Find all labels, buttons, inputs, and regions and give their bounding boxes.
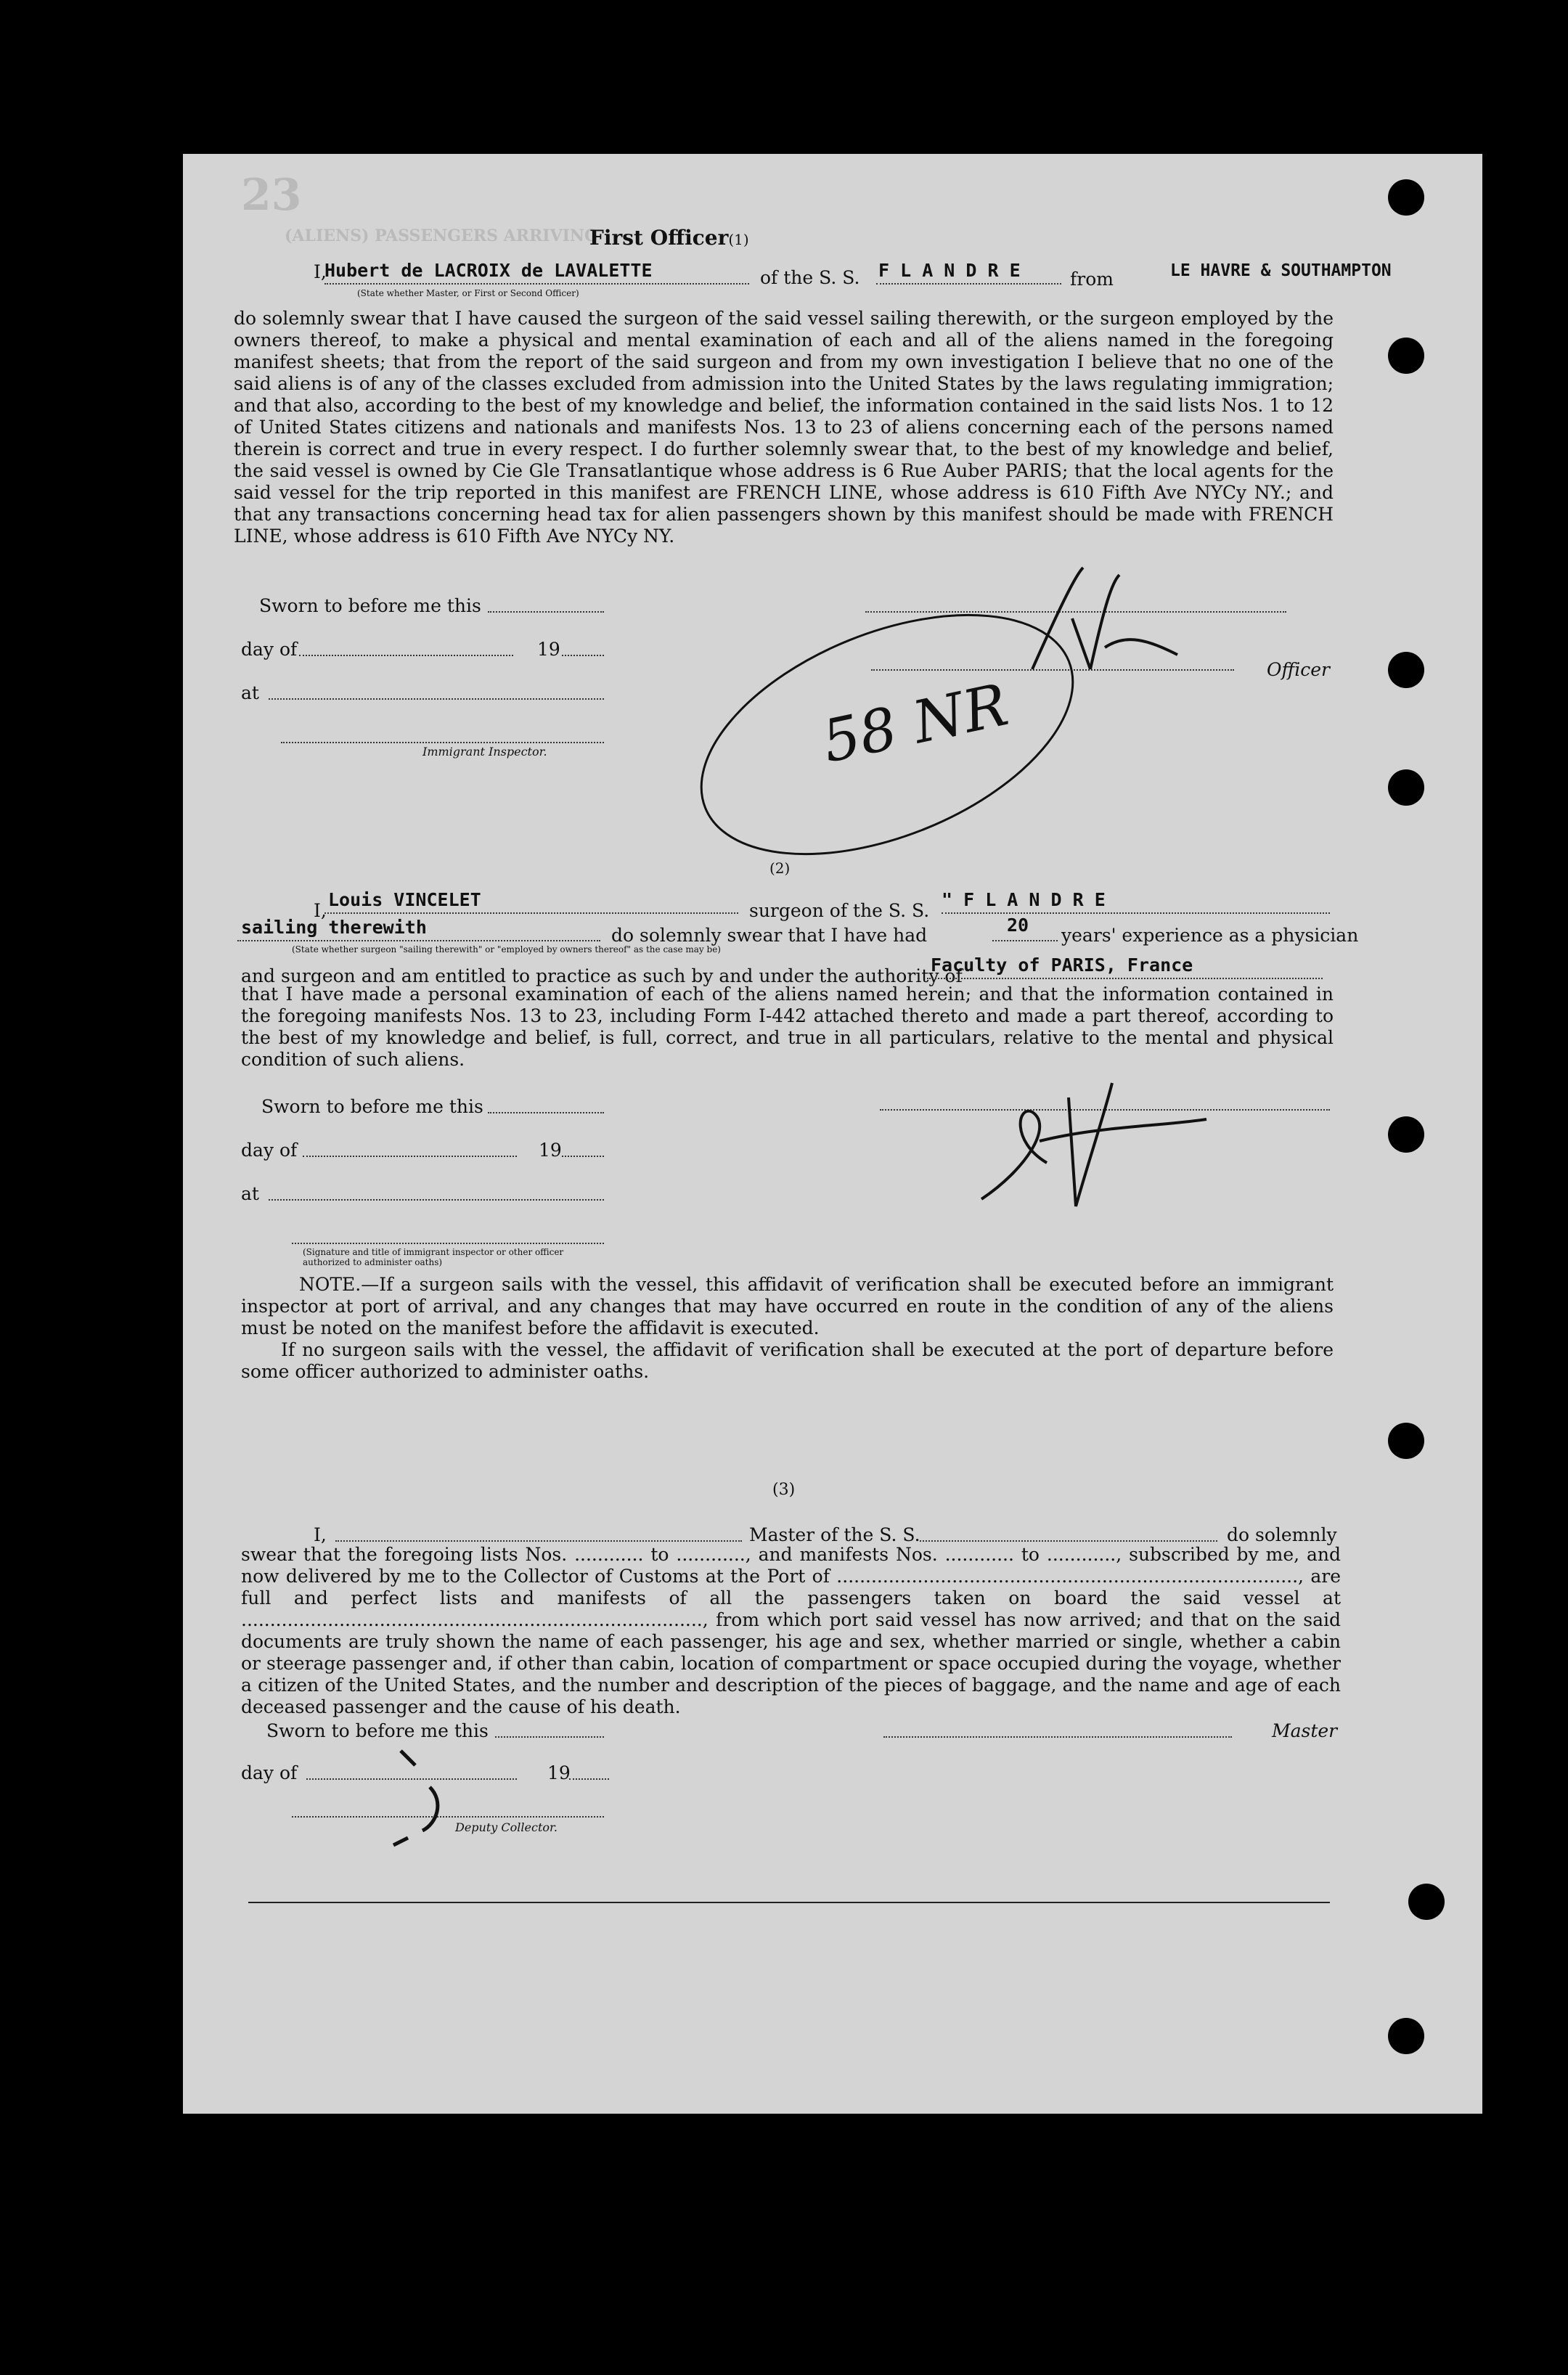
- punch-hole: [1388, 2018, 1424, 2054]
- s3-i: I,: [314, 1524, 327, 1545]
- master-label: Master: [1272, 1720, 1338, 1741]
- section3-marker: (3): [772, 1481, 796, 1499]
- officer-title: First Officer(1): [589, 226, 749, 250]
- ghost-subtitle: (ALIENS) PASSENGERS ARRIVING: [285, 226, 598, 245]
- ship-name: F L A N D R E: [878, 260, 1021, 281]
- sailing-therewith: sailing therewith: [241, 917, 427, 938]
- punch-hole: [1388, 769, 1424, 806]
- ghost-page-number: 23: [241, 170, 302, 221]
- section1-body: do solemnly swear that I have caused the surgeon of the said vessel sailing therewith, or the surgeon employed by the owners thereof, to make a physical and mental examination of each and all of the aliens named in the foregoing manifest sheets; that from the report of the said surgeon and from my own investigation I believe that no one of the said aliens is of any of the classes excluded from admission into the United States by the laws regulating immigration; and that also, according to the best of my knowledge and belief, the information contained in the said lists Nos. 1 to 12 of United States citizens and nationals and manifests Nos. 13 to 23 of aliens concerning each of the persons named therein is correct and true in every respect. I do further solemnly swear that, to the best of my knowledge and belief, the said vessel is owned by Cie Gle Transatlantique whose address is 6 Rue Auber PARIS; that the local agents for the said vessel for the trip reported in this manifest are FRENCH LINE, whose address is 610 Fifth Ave NYCy NY.; and that any transactions concerning head tax for alien passengers shown by this manifest should be made with FRENCH LINE, whose address is 610 Fifth Ave NYCy NY.: [234, 308, 1334, 547]
- s1-day-of: day of: [241, 639, 298, 660]
- authority-pre: and surgeon and am entitled to practice as such by and under the authority of: [241, 965, 963, 986]
- punch-hole: [1388, 1116, 1424, 1153]
- surgeon-signature: [967, 1068, 1214, 1214]
- i-label: I,: [314, 261, 327, 282]
- sig-note: (Signature and title of immigrant inspector or other officer authorized to administer oaths): [303, 1247, 564, 1267]
- of-the-ss: of the S. S.: [760, 267, 860, 288]
- s2-day-of: day of: [241, 1140, 298, 1161]
- s1-sworn: Sworn to before me this: [259, 595, 481, 616]
- surgeon-name: Louis VINCELET: [328, 889, 481, 910]
- punch-hole: [1388, 338, 1424, 374]
- note-paragraph: NOTE.—If a surgeon sails with the vessel, this affidavit of verification shall be executed before an immigrant inspector at port of arrival, and any changes that may have occurred en route in the condition of any of the aliens must be noted on the manifest before the affidavit is executed.: [241, 1274, 1334, 1338]
- officer-label: Officer: [1267, 659, 1330, 680]
- s2-at: at: [241, 1183, 259, 1204]
- s2-swear: do solemnly swear that I have had: [611, 925, 928, 946]
- authority: Faculty of PARIS, France: [931, 955, 1193, 976]
- surgeon-note: (State whether surgeon "sailing therewith" or "employed by owners thereof" as the case may be): [292, 944, 721, 955]
- rank-note: (State whether Master, or First or Second Officer): [357, 288, 579, 298]
- s3-year: 19: [547, 1762, 571, 1783]
- bottom-rule: [248, 1902, 1330, 1903]
- s1-year: 19: [537, 639, 560, 660]
- punch-hole: [1388, 652, 1424, 688]
- manifest-sheet: [183, 154, 1482, 2114]
- from-port: LE HAVRE & SOUTHAMPTON: [1170, 261, 1392, 280]
- surgeon-of: surgeon of the S. S.: [749, 900, 930, 921]
- s3-master-of: Master of the S. S.: [749, 1524, 920, 1545]
- ink-smudge: [386, 1744, 473, 1852]
- s2-sworn: Sworn to before me this: [261, 1096, 483, 1117]
- years-suffix: years' experience as a physician: [1061, 925, 1359, 946]
- s2-year: 19: [539, 1140, 562, 1161]
- punch-hole: [1408, 1884, 1445, 1920]
- years-experience: 20: [1007, 915, 1029, 936]
- section2-body: that I have made a personal examination of each of the aliens named herein; and that the information contained in the foregoing manifests Nos. 13 to 23, including Form I-442 attached thereto and made a part thereof, according to the best of my knowledge and belief, is full, correct, and true in all particulars, relative to the mental and physical condition of such aliens.: [241, 984, 1334, 1070]
- section2-marker: (2): [769, 859, 791, 877]
- immigrant-inspector-label: Immigrant Inspector.: [422, 745, 547, 759]
- officer-name: Hubert de LACROIX de LAVALETTE: [324, 260, 653, 281]
- deputy-collector-label: Deputy Collector.: [455, 1820, 558, 1834]
- s3-sworn: Sworn to before me this: [266, 1720, 489, 1741]
- s2-i: I,: [314, 900, 327, 921]
- note-paragraph-2: If no surgeon sails with the vessel, the affidavit of verification shall be executed at the port of departure before some officer authorized to administer oaths.: [241, 1339, 1334, 1382]
- s3-day-of: day of: [241, 1762, 298, 1783]
- stamp-mark: 58 NR: [817, 671, 1014, 776]
- punch-hole: [1388, 1423, 1424, 1459]
- s2-ship: " F L A N D R E: [942, 889, 1106, 910]
- from-label: from: [1070, 269, 1114, 290]
- section3-body: swear that the foregoing lists Nos. ............ to ............, and manifests Nos. ............ to ............, subscribed by me, and now delivered by me to the Collector of Customs at the Port of ................................................................................, are full and perfect lists and manifests of all the passengers taken on board the said vessel at ................................................................................, from which port said vessel has now arrived; and that on the said documents are truly shown the name of each passenger, his age and sex, whether married or single, whether a cabin or steerage passenger and, if other than cabin, location of compartment or space occupied during the voyage, whether a citizen of the United States, and the number and description of the pieces of baggage, and the name and age of each deceased passenger and the cause of his death.: [241, 1544, 1341, 1717]
- punch-hole: [1388, 179, 1424, 216]
- s1-at: at: [241, 682, 259, 703]
- s3-line1-end: do solemnly: [1227, 1524, 1337, 1545]
